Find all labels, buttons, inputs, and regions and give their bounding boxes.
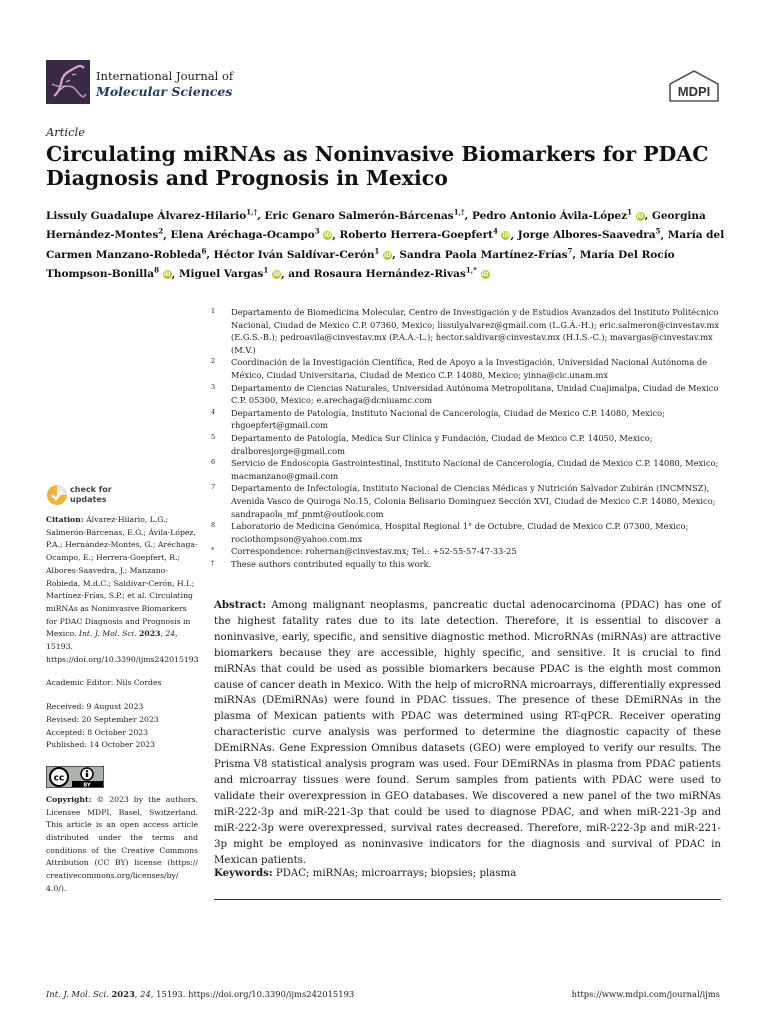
footer-journal-url[interactable]: https://www.mdpi.com/journal/ijms (571, 989, 720, 999)
author-affiliation-marker: 8 (154, 265, 159, 275)
paper-title: Circulating miRNAs as Noninvasive Biomarkers for PDAC Diagnosis and Prognosis in Mexico (46, 142, 709, 190)
author-name: Rosaura Hernández-Rivas (313, 268, 466, 280)
author-affiliation-marker: 7 (567, 246, 573, 255)
author-affiliation-marker: 5 (655, 226, 661, 236)
citation-year: 2023 (139, 629, 161, 639)
affiliation-text: Laboratorio de Medicina Genómica, Hospital Regional 1° de Octubre, Ciudad de Mexico C.P. 07300, Mexico; rociothompson@yahoo.com.mx (231, 521, 689, 544)
keywords-text: PDAC; miRNAs; microarrays; biopsies; plasma (275, 868, 517, 879)
affiliation-item (211, 558, 726, 571)
affiliation-number: 7 (211, 483, 216, 492)
affiliation-item (211, 407, 726, 432)
author-name: Héctor Iván Saldívar-Cerón (213, 248, 375, 261)
published-date: Published: 14 October 2023 (46, 740, 156, 750)
author[interactable] (213, 246, 392, 261)
citation-text: Álvarez-Hilario, L.G.; Salmerón-Bárcenas, E.G.; Ávila-López, P.A.; Hernández-Montes, G.; Aréchaga-Ocampo, E.; Herrera-Goepfert, R.; Albores-Saavedra, J.; Manzano-Robleda, M.d.C.; Saldívar-Cerón, H.I.; Martínez-Frías, S.P.; et al. Circulating miRNAs as Noninvasive Biomarkers for PDAC Diagnosis and Prognosis in Mexico. (46, 515, 198, 639)
author[interactable] (264, 207, 465, 222)
author-affiliation-marker: 1 (627, 207, 632, 216)
orcid-icon[interactable]: iD (502, 232, 510, 239)
copyright (46, 794, 198, 896)
affiliation-number: 6 (211, 458, 216, 467)
author[interactable] (517, 226, 661, 241)
affiliation-text: Correspondence: rohernan@cinvestav.mx; Tel.: +52-55-57-47-33-25 (231, 546, 517, 557)
affiliation-number: 2 (211, 357, 216, 366)
check-updates-line2: updates (70, 494, 107, 504)
author-affiliation-marker: 1 (374, 246, 380, 255)
author[interactable] (288, 265, 489, 280)
orcid-icon[interactable]: iD (481, 271, 489, 278)
journal-name-line1: International Journal of (96, 69, 234, 83)
citation-doi[interactable]: 15193. https://doi.org/10.3390/ijms242015193 (46, 642, 199, 664)
citation-volume: 24 (165, 629, 176, 639)
author-name: Georgina Hernández-Montes (46, 209, 706, 241)
affiliation-number: 5 (211, 432, 216, 441)
mdpi-logo-text: MDPI (677, 84, 711, 99)
keywords (214, 866, 721, 881)
check-for-updates-label[interactable] (70, 485, 112, 504)
author[interactable] (399, 246, 573, 261)
affiliations (211, 306, 726, 570)
author-name: Roberto Herrera-Goepfert (339, 229, 493, 241)
footer-year: 2023 (111, 989, 135, 999)
section-divider (214, 899, 721, 900)
copyright-text: © 2023 by the authors. Licensee MDPI, Basel, Switzerland. This article is an open access article distributed under the terms and conditions of the Creative Commons Attribution (CC BY) license (https:// creativecommons.org/licenses/by/ 4.0/). (46, 794, 198, 893)
journal-name-line2: Molecular Sciences (96, 84, 233, 99)
author[interactable] (471, 207, 645, 222)
mdpi-logo[interactable] (668, 70, 720, 102)
affiliation-item (211, 482, 726, 520)
affiliation-item (211, 382, 726, 407)
academic-editor: Academic Editor: Nils Cordes (46, 678, 162, 688)
affiliation-item (211, 432, 726, 457)
affiliation-text: Departamento de Patología, Instituto Nacional de Cancerología, Ciudad de Mexico C.P. 14080, Mexico; rhgoepfert@gmail.com (231, 407, 665, 431)
check-for-updates-icon[interactable] (46, 484, 68, 506)
footer-doi[interactable]: , 15193. https://doi.org/10.3390/ijms242015193 (150, 989, 355, 999)
keywords-label: Keywords: (214, 867, 273, 879)
accepted-date: Accepted: 8 October 2023 (46, 727, 149, 737)
affiliation-text: Departamento de Ciencias Naturales, Universidad Autónoma Metropolitana, Unidad Cuajimalpa, Ciudad de Mexico C.P. 05300, Mexico; e.arechaga@dcniuamc.com (231, 382, 719, 406)
sidebar (46, 514, 198, 907)
author[interactable] (170, 226, 332, 241)
author-conjunction: and (288, 268, 314, 280)
author-name: María del Carmen Manzano-Robleda (46, 229, 725, 261)
affiliation-number: 8 (211, 521, 216, 530)
affiliation-item (211, 545, 726, 558)
affiliation-number: 1 (211, 307, 216, 315)
author-affiliation-marker: 1,* (465, 265, 477, 275)
author[interactable] (339, 226, 511, 241)
dates (46, 701, 198, 752)
svg-text:cc: cc (53, 773, 65, 784)
article-type: Article (46, 125, 86, 139)
author-name: María Del Rocío Thompson-Bonilla (46, 248, 675, 280)
affiliation-text: Servicio de Endoscopia Gastrointestinal, Instituto Nacional de Cancerología, Ciudad de Mexico C.P. 14080, Mexico; macmanzano@gmail.com (231, 458, 719, 481)
orcid-icon[interactable]: iD (384, 251, 392, 259)
orcid-icon[interactable]: iD (163, 271, 171, 278)
footer-citation: Int. J. Mol. Sci. 2023, 24, 15193. https://doi.org/10.3390/ijms242015193 (46, 989, 355, 999)
copyright-label: Copyright: (46, 794, 92, 804)
author-affiliation-marker: 3 (314, 226, 320, 236)
abstract (214, 598, 721, 868)
author-affiliation-marker: 1,† (246, 207, 258, 216)
abstract-label: Abstract: (214, 599, 267, 611)
affiliation-number: * (211, 546, 215, 555)
author-name: Lissuly Guadalupe Álvarez-Hilario (46, 209, 247, 222)
citation-journal: Int. J. Mol. Sci. (78, 629, 137, 639)
author-affiliation-marker: 4 (492, 226, 498, 236)
affiliation-item (211, 356, 726, 381)
footer-volume: 24 (140, 989, 151, 999)
author-name: Miguel Vargas (178, 268, 264, 280)
affiliation-text: These authors contributed equally to this work. (231, 558, 432, 569)
affiliation-text: Coordinación de la Investigación Científica, Red de Apoyo a la Investigación, Universidad Nacional Autónoma de México, Ciudad Universitaria, Ciudad de Mexico C.P. 14080, Mexico; yinna@cic.unam.mx (231, 357, 708, 380)
author-affiliation-marker: 2 (158, 226, 164, 236)
author-name: Sandra Paola Martínez-Frías (399, 248, 568, 261)
journal-logo-icon (46, 60, 90, 104)
revised-date: Revised: 20 September 2023 (46, 714, 159, 724)
author-name: Pedro Antonio Ávila-López (471, 209, 628, 222)
author-name: Jorge Albores-Saavedra (517, 229, 656, 241)
check-updates-line1: check for (70, 485, 112, 494)
author-affiliation-marker: 1,† (453, 207, 465, 216)
abstract-text: Among malignant neoplasms, pancreatic ductal adenocarcinoma (PDAC) has one of the highest fatality rates due to its late detection. Therefore, it is essential to discover a noninvasive, early, specific, and sensitive diagnostic method. MicroRNAs (miRNAs) are attractive biomarkers because they are accessible, highly specific, and sensitive. It is crucial to find miRNAs that could be used as possible biomarkers because PDAC is the eighth most common cause of cancer death in Mexico. With the help of microRNA microarrays, differentially expressed miRNAs (DEmiRNAs) were found in PDAC tissues. The presence of these DEmiRNAs in the plasma of Mexican patients with PDAC was determined using RT-qPCR. Receiver operating characteristic curve analysis was performed to determine the diagnostic capacity of these DEmiRNAs. Gene Expression Omnibus datasets (GEO) were employed to verify our results. The Prisma V8 statistical analysis program was used. Four DEmiRNAs in plasma from PDAC patients and microarray tissues were found. Serum samples from patients with PDAC were used to validate their overexpression in GEO databases. We discovered a new panel of the two miRNAs miR-222-3p and miR-221-3p that could be used to diagnose PDAC, and when miR-221-3p and miR-222-3p were overexpressed, survival rates decreased. Therefore, miR-222-3p and miR-221-3p might be employed as noninvasive indicators for the diagnosis and survival of PDAC in Mexican patients. (214, 600, 722, 866)
svg-text:BY: BY (83, 782, 91, 788)
author-affiliation-marker: 6 (201, 246, 207, 255)
citation-label: Citation: (46, 515, 84, 524)
author-list: Lissuly Guadalupe Álvarez-Hilario$^{1,\dagger}$, Eric Genaro Salmerón-Bárcenas$^{1,\dagger}$, Pedro Antonio Ávila-López$^1$ iD, Georgina Hernández-Montes$^2$, Elena Aréchaga-Ocampo$^3$ iD, Roberto Herrera-Goepfert$^4$ iD, Jorge Albores-Saavedra$^5$, María del Carmen Manzano-Robleda$^6$, Héctor Iván Saldívar-Cerón$^1$ iD, Sandra Paola Martínez-Frías$^7$, María Del Rocío Thompson-Bonilla$^8$ iD, Miguel Vargas$^1$ iD, and Rosaura Hernández-Rivas$^{1,*}$ iD (46, 207, 725, 280)
orcid-icon[interactable]: iD (636, 212, 644, 220)
affiliation-number: † (211, 558, 215, 567)
author-name: Eric Genaro Salmerón-Bárcenas (264, 209, 454, 222)
journal-name (96, 69, 233, 99)
orcid-icon[interactable]: iD (272, 271, 280, 278)
received-date: Received: 9 August 2023 (46, 702, 144, 712)
affiliation-number: 4 (211, 407, 216, 416)
affiliation-item (211, 520, 726, 545)
affiliation-text: Departamento de Biomedicina Molecular, Centro de Investigación y de Estudios Avanzados del Instituto Politécnico Nacional, Ciudad de Mexico C.P. 07360, Mexico; lissulyalvarez@gmail.com (L.G.Á.-H.); eric.salmeron@cinvestav.mx (E.G.S.-B.); pedroavila@cinvestav.mx (P.A.Á.-L.); hector.saldivar@cinvestav.mx (H.I.S.-C.); mavargas@cinvestav.mx (M.V.) (231, 307, 720, 355)
affiliation-number: 3 (211, 382, 216, 391)
affiliation-text: Departamento de Patología, Medica Sur Clínica y Fundación, Ciudad de Mexico C.P. 14050, Mexico; dralboresjorge@gmail.com (231, 432, 653, 456)
affiliation-item (211, 306, 726, 356)
citation: Citation: Álvarez-Hilario, L.G.; Salmerón-Bárcenas, E.G.; Ávila-López, P.A.; Hernández-Montes, G.; Aréchaga-Ocampo, E.; Herrera-Goepfert, R.; Albores-Saavedra, J.; Manzano-Robleda, M.d.C.; Saldívar-Cerón, H.I.; Martínez-Frías, S.P.; et al. Circulating miRNAs as Noninvasive Biomarkers for PDAC Diagnosis and Prognosis in Mexico. Int. J. Mol. Sci. 2023, 24, 15193. https://doi.org/10.3390/ijms242015193 (46, 515, 199, 664)
footer-journal: Int. J. Mol. Sci. (46, 989, 109, 999)
cc-by-license-icon[interactable] (46, 766, 104, 788)
author[interactable] (46, 207, 258, 222)
author-affiliation-marker: 1 (263, 265, 269, 275)
author[interactable] (178, 265, 281, 280)
orcid-icon[interactable]: iD (324, 232, 332, 239)
author-name: Elena Aréchaga-Ocampo (170, 229, 315, 241)
affiliation-text: Departamento de Infectología, Instituto Nacional de Ciencias Médicas y Nutrición Salvador Zubirán (INCMNSZ), Avenida Vasco de Quiroga No.15, Colonia Belisario Dominguez Sección XVI, Ciudad de Mexico C.P. 14080, Mexico; sandrapaola_mf_pnmt@outlook.com (231, 483, 716, 519)
affiliation-item (211, 457, 726, 482)
